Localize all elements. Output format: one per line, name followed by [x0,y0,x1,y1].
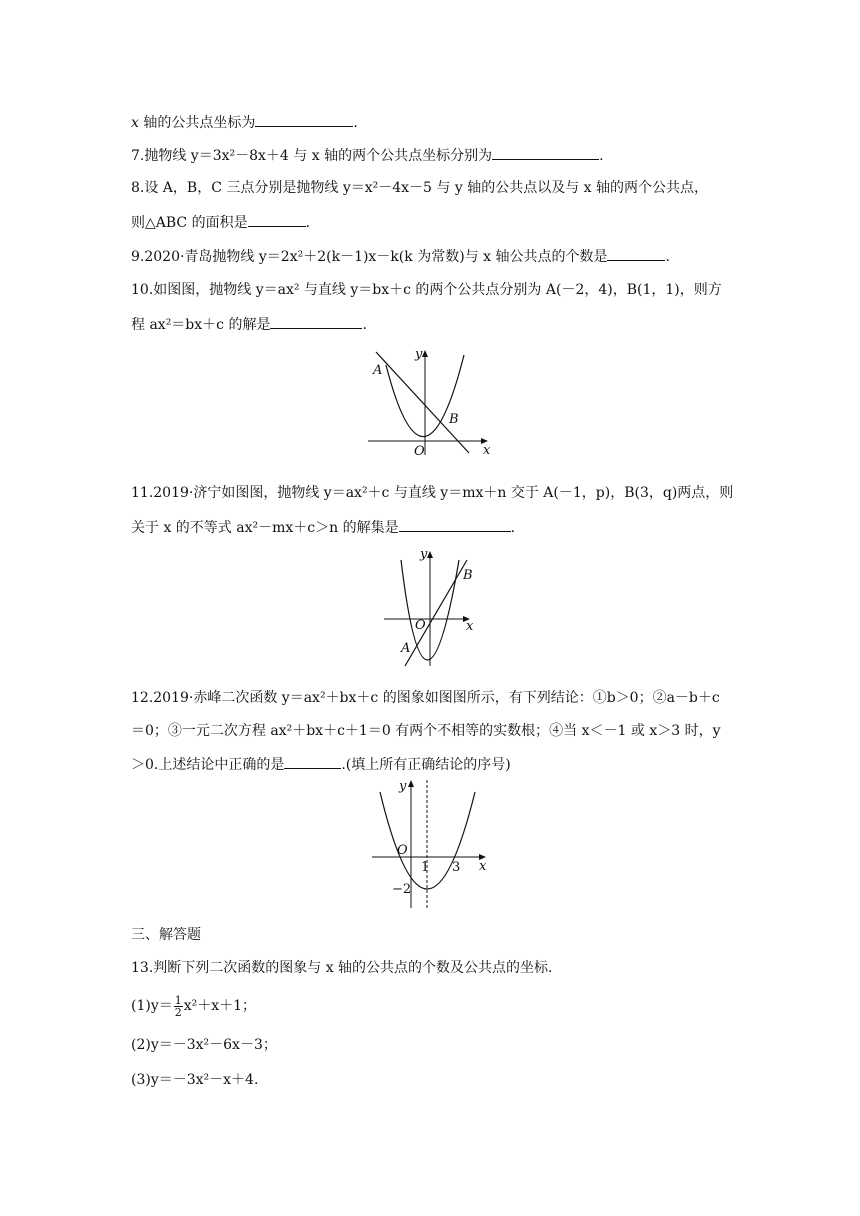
fraction-one-half: $\frac{1}{2}$ [174,993,182,1019]
tick-label-1: 1 [421,860,430,875]
y-axis-label: y [420,548,428,562]
question-13-part1: (1)y＝ $\frac{1}{2}$ x²＋x＋1； [131,993,257,1019]
line-graph [405,560,467,666]
x-axis-label: x [483,443,491,458]
question-13-stem: 13.判断下列二次函数的图象与 x 轴的公共点的个数及公共点的坐标. [131,960,553,976]
question-11-line2: 关于 x 的不等式 ax²－mx＋c＞n 的解集是 . [131,517,515,538]
question-10-line1: 10.如图图，抛物线 y＝ax² 与直线 y＝bx＋c 的两个公共点分别为 A(－2，4)，B(1，1)，则方 [131,282,722,298]
question-8-line1: 8.设 A，B，C 三点分别是抛物线 y＝x²－4x－5 与 y 轴的公共点以及与 x 轴的两个公共点， [131,180,708,196]
question-12-line2: ＝0；③一元二次方程 ax²＋bx＋c＋1＝0 有两个不相等的实数根；④当 x＜－1 或 x＞3 时，y [131,723,721,739]
origin-label: O [397,843,408,858]
point-b-label: B [449,412,459,427]
origin-label: O [415,618,426,633]
point-b-label: B [463,568,473,583]
question-9: 9.2020·青岛抛物线 y＝2x²＋2(k－1)x－k(k 为常数)与 x 轴公共点的个数是 . [131,246,670,267]
point-a-label: A [373,363,383,378]
tick-label-3: 3 [452,860,461,875]
question-11-line1: 11.2019·济宁如图图，抛物线 y＝ax²＋c 与直线 y＝mx＋n 交于 A(－1，p)，B(3，q)两点，则 [131,485,734,501]
y-axis-arrow-icon [427,551,433,558]
question-10-line2: 程 ax²＝bx＋c 的解是 . [131,314,367,335]
x-axis-label: x [479,859,487,874]
tick-label-neg2: −2 [392,882,412,897]
line-graph [376,352,469,453]
answer-blank[interactable] [270,314,362,329]
answer-blank[interactable] [492,145,599,160]
y-axis-label: y [415,347,423,362]
figure-11-graph [380,548,485,668]
answer-blank[interactable] [248,212,306,227]
x-axis-label: x [466,619,474,634]
question-13-part3: (3)y＝－3x²－x＋4. [131,1072,259,1088]
y-axis-arrow-icon [408,780,414,787]
question-12-line3: ＞0.上述结论中正确的是 .(填上所有正确结论的序号) [131,754,511,775]
point-a-label: A [401,641,411,656]
question-8-line2: 则△ABC 的面积是 . [131,212,310,233]
q6-tail: x 轴的公共点坐标为 . [131,112,358,133]
answer-blank[interactable] [284,754,341,769]
origin-label: O [414,444,425,459]
figure-12-graph [366,774,491,914]
y-axis-arrow-icon [422,350,428,357]
answer-blank[interactable] [255,112,353,127]
answer-blank[interactable] [607,246,665,261]
question-12-line1: 12.2019·赤峰二次函数 y＝ax²＋bx＋c 的图象如图图所示，有下列结论：①b＞0；②a－b＋c [131,690,720,706]
question-7: 7.抛物线 y＝3x²－8x＋4 与 x 轴的两个公共点坐标分别为 . [131,145,604,166]
question-13-part2: (2)y＝－3x²－6x－3； [131,1037,277,1053]
answer-blank[interactable] [399,517,511,532]
section-heading: 三、解答题 [131,927,201,943]
y-axis-label: y [399,779,407,794]
figure-10-graph [362,345,497,460]
